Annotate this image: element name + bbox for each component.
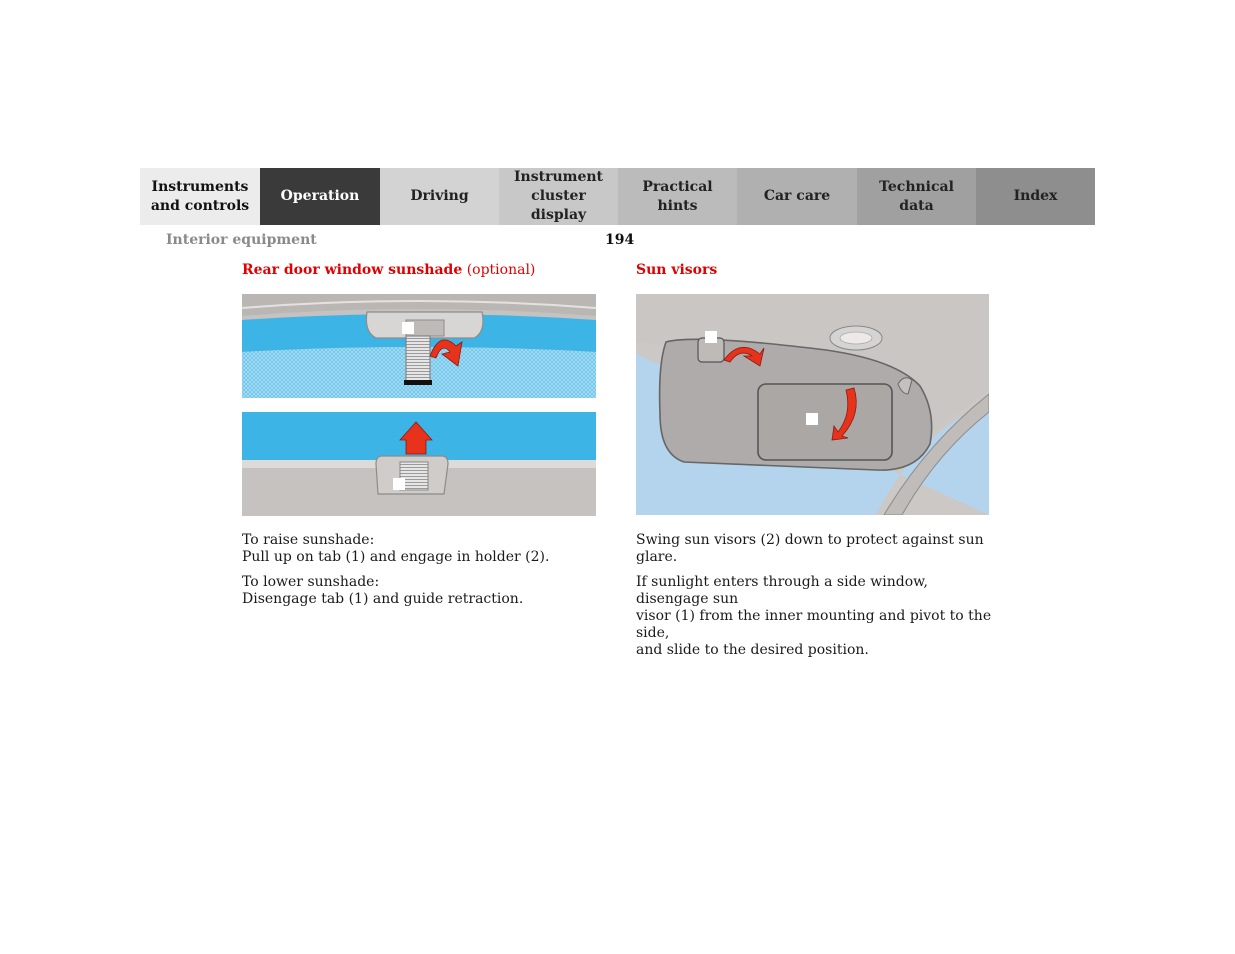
tab-instrument-cluster-display[interactable] (499, 168, 618, 225)
chapter-tabs (140, 168, 1095, 225)
sunshade-illustration (242, 294, 596, 516)
tab-label: Practical hints (642, 178, 713, 214)
raise-heading: To raise sunshade: (242, 532, 375, 548)
sun-visors-heading (636, 262, 717, 278)
tab-label: Index (1013, 188, 1058, 204)
tab-technical-data[interactable] (857, 168, 976, 225)
sunshade-title: Rear door window sunshade (242, 262, 463, 278)
callout-2-box (393, 478, 405, 490)
visor-para1-text: Swing sun visors (2) down to protect against sun glare. (636, 532, 984, 565)
sunshade-instructions (242, 532, 602, 616)
visor-paragraph-1 (636, 532, 1001, 566)
tab-label: Driving (410, 188, 469, 204)
tab-label: Car care (763, 188, 831, 204)
sun-visor-instructions (636, 532, 1001, 667)
visor-paragraph-2 (636, 574, 1001, 659)
tab-label: Instrument cluster display (514, 169, 603, 223)
callout-2-box (806, 413, 818, 425)
lower-heading: To lower sunshade: (242, 574, 380, 590)
lower-text: Disengage tab (1) and guide retraction. (242, 591, 524, 607)
visor-para2-line2: visor (1) from the inner mounting and pivot to the side, (636, 608, 992, 641)
sun-visors-title: Sun visors (636, 262, 718, 278)
sun-visor-illustration (636, 294, 989, 515)
raise-text: Pull up on tab (1) and engage in holder (2). (242, 549, 550, 565)
sun-visor-drawing (636, 294, 989, 515)
sunshade-heading (242, 262, 535, 278)
tab-driving[interactable] (380, 168, 499, 225)
callout-1-box (402, 322, 414, 334)
sunshade-drawing (242, 294, 596, 516)
visor-para2-line3: and slide to the desired position. (636, 642, 869, 658)
sunshade-title-note: (optional) (466, 262, 536, 278)
tab-operation[interactable] (260, 168, 380, 225)
tab-instruments-and-controls[interactable] (140, 168, 260, 225)
visor-para2-line1: If sunlight enters through a side window, disengage sun (636, 574, 928, 607)
lower-instructions (242, 574, 602, 608)
tab-label: Operation (280, 188, 360, 204)
tab-practical-hints[interactable] (618, 168, 737, 225)
tab-car-care[interactable] (737, 168, 857, 225)
section-title: Interior equipment (166, 232, 317, 248)
tab-index[interactable] (976, 168, 1095, 225)
callout-1-box (705, 331, 717, 343)
page-number: 194 (605, 232, 635, 248)
raise-instructions (242, 532, 602, 566)
tab-label: Technical data (879, 178, 954, 214)
tab-label: Instruments and controls (150, 178, 250, 214)
